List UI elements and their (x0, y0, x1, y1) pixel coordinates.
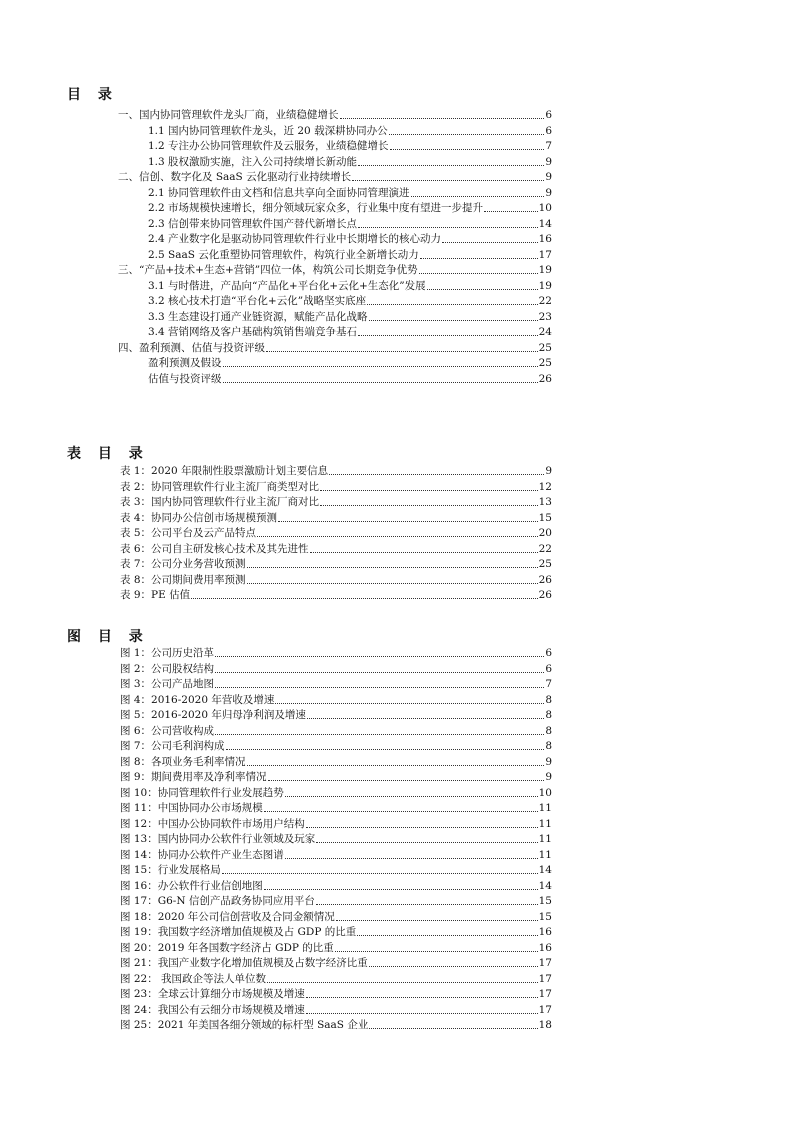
entry-label: 表 9：PE 估值 (120, 589, 191, 601)
leader-dots (307, 718, 544, 719)
entry-label: 图 19：我国数字经济增加值规模及占 GDP 的比重 (120, 926, 357, 938)
leader-dots (306, 997, 538, 998)
leader-dots (266, 351, 538, 352)
entry-label: 表 7：公司分业务营收预测 (120, 558, 246, 570)
entry-page-number: 16 (538, 926, 552, 938)
entry-label: 图 12：中国办公协同软件市场用户结构 (120, 817, 305, 830)
entry-label: 图 9：期间费用率及净利率情况 (120, 771, 267, 783)
leader-dots (223, 366, 538, 367)
leader-dots (215, 656, 544, 657)
entry-label: 2.1 协同管理软件由文档和信息共享向全面协同管理演进 (148, 186, 410, 199)
leader-dots (320, 490, 538, 491)
entry-page-number: 19 (538, 279, 552, 292)
leader-dots (215, 672, 544, 673)
figures-entry[interactable] (120, 955, 552, 970)
figures-entry[interactable] (120, 831, 552, 846)
entry-label: 图 6：公司营收构成 (120, 724, 215, 737)
figures-entry[interactable] (120, 661, 552, 676)
entry-page-number: 7 (545, 678, 552, 690)
entry-page-number: 19 (538, 264, 552, 276)
leader-dots (390, 149, 545, 150)
leader-dots (226, 749, 545, 750)
entry-page-number: 10 (538, 202, 552, 214)
entry-label: 图 24：我国公有云细分市场规模及增速 (120, 1003, 305, 1016)
leader-dots (306, 827, 538, 828)
entry-label: 3.2 核心技术打造“平台化+云化”战略坚实底座 (148, 295, 367, 307)
toc-entry[interactable] (148, 123, 552, 138)
entry-label: 表 1：2020 年限制性股票激励计划主要信息 (120, 465, 329, 477)
tables-entry[interactable] (120, 510, 552, 525)
entry-label: 图 7：公司毛利润构成 (120, 740, 225, 752)
leader-dots (285, 858, 538, 859)
entry-page-number: 8 (545, 740, 552, 752)
figures-entry[interactable] (120, 800, 552, 815)
entry-page-number: 16 (538, 233, 552, 245)
entry-page-number: 17 (538, 988, 552, 1000)
entry-label: 图 10：协同管理软件行业发展趋势 (120, 786, 284, 799)
entry-page-number: 17 (538, 972, 552, 985)
leader-dots (191, 598, 538, 599)
entry-label: 图 5：2016-2020 年归母净利润及增速 (120, 709, 306, 721)
figures-entry[interactable] (120, 816, 552, 831)
leader-dots (247, 583, 538, 584)
leader-dots (411, 196, 545, 197)
entry-label: 图 8：各项业务毛利率情况 (120, 755, 246, 768)
entry-page-number: 12 (538, 480, 552, 493)
leader-dots (336, 920, 538, 921)
entry-page-number: 7 (545, 140, 552, 152)
figures-entry[interactable] (120, 738, 552, 753)
toc-entry[interactable] (118, 262, 552, 277)
entry-page-number: 14 (538, 879, 552, 892)
leader-dots (369, 1028, 537, 1029)
entry-label: 3.4 营销网络及客户基础构筑销售端竞争基石 (148, 326, 358, 338)
entry-label: 表 4：协同办公信创市场规模预测 (120, 511, 278, 524)
tables-entry[interactable] (120, 525, 552, 540)
tables-entry[interactable] (120, 541, 552, 556)
toc-entry[interactable] (148, 200, 552, 215)
leader-dots (419, 273, 538, 274)
entry-page-number: 9 (545, 755, 552, 768)
entry-page-number: 8 (545, 724, 552, 737)
entry-label: 表 5：公司平台及云产品特点 (120, 527, 257, 539)
entry-page-number: 17 (538, 248, 552, 261)
toc-entry[interactable] (148, 138, 552, 153)
entry-page-number: 26 (538, 573, 552, 586)
entry-label: 3.3 生态建设打通产业链资源，赋能产品化战略 (148, 310, 368, 323)
entry-page-number: 25 (538, 558, 552, 570)
leader-dots (335, 951, 538, 952)
leader-dots (215, 687, 544, 688)
toc-entry[interactable] (148, 309, 552, 324)
figures-entry[interactable] (120, 1002, 552, 1017)
figures-entry[interactable] (120, 971, 552, 986)
leader-dots (420, 258, 538, 259)
figures-entry[interactable] (120, 924, 552, 939)
entry-label: 图 23：全球云计算细分市场规模及增速 (120, 988, 305, 1000)
toc-entry[interactable] (148, 154, 552, 169)
leader-dots (275, 703, 544, 704)
tables-entry[interactable] (120, 494, 552, 509)
entry-page-number: 17 (538, 1003, 552, 1016)
entry-page-number: 10 (538, 786, 552, 799)
tables-entry[interactable] (120, 587, 552, 602)
entry-label: 表 8：公司期间费用率预测 (120, 573, 246, 586)
leader-dots (223, 382, 538, 383)
tables-heading: 表 目 录 (67, 446, 149, 462)
entry-page-number: 25 (538, 341, 552, 354)
figures-entry[interactable] (120, 847, 552, 862)
figures-entry[interactable] (120, 785, 552, 800)
leader-dots (427, 289, 538, 290)
entry-label: 表 6：公司自主研发核心技术及其先进性 (120, 542, 309, 555)
entry-label: 盈利预测及假设 (148, 357, 222, 369)
leader-dots (310, 552, 538, 553)
entry-label: 图 16：办公软件行业信创地图 (120, 879, 263, 892)
tables-entry[interactable] (120, 463, 552, 478)
entry-label: 图 1：公司历史沿革 (120, 647, 215, 659)
entry-page-number: 17 (538, 957, 552, 969)
entry-label: 四、盈利预测、估值与投资评级 (118, 341, 265, 354)
entry-page-number: 26 (538, 589, 552, 601)
leader-dots (247, 567, 538, 568)
entry-page-number: 14 (538, 864, 552, 876)
entry-label: 图 4：2016-2020 年营收及增速 (120, 693, 275, 706)
figures-entry[interactable] (120, 893, 552, 908)
entry-page-number: 9 (545, 171, 552, 183)
entry-page-number: 6 (545, 647, 552, 659)
leader-dots (264, 811, 538, 812)
leader-dots (369, 966, 538, 967)
leader-dots (369, 320, 538, 321)
entry-label: 图 15：行业发展格局 (120, 864, 221, 876)
tables-entry[interactable] (120, 572, 552, 587)
leader-dots (285, 796, 538, 797)
entry-label: 图 20：2019 年各国数字经济占 GDP 的比重 (120, 941, 334, 954)
figures-entry[interactable] (120, 862, 552, 877)
figures-entry[interactable] (120, 940, 552, 955)
figures-entry[interactable] (120, 1017, 552, 1032)
entry-label: 一、国内协同管理软件龙头厂商，业绩稳健增长 (118, 109, 339, 121)
entry-page-number: 16 (538, 941, 552, 954)
tables-entry[interactable] (120, 556, 552, 571)
toc-entry[interactable] (148, 371, 552, 386)
toc-entry[interactable] (118, 169, 552, 184)
entry-label: 表 3：国内协同管理软件行业主流厂商对比 (120, 496, 320, 508)
entry-page-number: 8 (545, 693, 552, 706)
entry-label: 估值与投资评级 (148, 372, 222, 385)
leader-dots (320, 505, 538, 506)
leader-dots (316, 904, 538, 905)
entry-label: 1.2 专注办公协同管理软件及云服务，业绩稳健增长 (148, 140, 389, 152)
leader-dots (264, 889, 538, 890)
entry-label: 1.1 国内协同管理软件龙头，近 20 载深耕协同办公 (148, 124, 388, 137)
leader-dots (222, 873, 538, 874)
figures-entry[interactable] (120, 986, 552, 1001)
leader-dots (389, 134, 545, 135)
leader-dots (329, 474, 544, 475)
entry-page-number: 20 (538, 527, 552, 539)
toc-entry[interactable] (148, 185, 552, 200)
entry-label: 图 21：我国产业数字化增加值规模及占数字经济比重 (120, 957, 368, 969)
entry-page-number: 22 (538, 542, 552, 555)
leader-dots (268, 780, 545, 781)
figures-entry[interactable] (120, 645, 552, 660)
leader-dots (358, 165, 544, 166)
entry-page-number: 26 (538, 372, 552, 385)
entry-label: 3.1 与时偕进，产品向“产品化+平台化+云化+生态化”发展 (148, 279, 426, 292)
entry-page-number: 6 (545, 109, 552, 121)
entry-page-number: 11 (538, 833, 552, 845)
entry-page-number: 23 (538, 310, 552, 323)
entry-page-number: 9 (545, 771, 552, 783)
toc-entry[interactable] (148, 216, 552, 231)
entry-page-number: 6 (545, 662, 552, 675)
toc-heading: 目 录 (67, 87, 118, 103)
entry-label: 图 22： 我国政企等法人单位数 (120, 972, 267, 985)
leader-dots (358, 335, 538, 336)
entry-label: 图 25：2021 年美国各细分领域的标杆型 SaaS 企业 (120, 1019, 369, 1031)
entry-page-number: 11 (538, 802, 552, 814)
figures-entry[interactable] (120, 909, 552, 924)
figures-heading: 图 目 录 (67, 629, 149, 645)
entry-label: 图 18：2020 年公司信创营收及合同金额情况 (120, 910, 335, 923)
toc-entry[interactable] (118, 107, 552, 122)
toc-entry[interactable] (148, 278, 552, 293)
figures-entry[interactable] (120, 769, 552, 784)
entry-label: 图 13：国内协同办公软件行业领域及玩家 (120, 833, 316, 845)
entry-page-number: 9 (545, 465, 552, 477)
leader-dots (358, 227, 538, 228)
entry-page-number: 24 (538, 326, 552, 338)
leader-dots (484, 211, 538, 212)
entry-label: 图 11：中国协同办公市场规模 (120, 802, 263, 814)
figures-entry[interactable] (120, 676, 552, 691)
entry-page-number: 14 (538, 217, 552, 230)
entry-page-number: 11 (538, 848, 552, 861)
toc-entry[interactable] (118, 340, 552, 355)
entry-page-number: 15 (538, 895, 552, 907)
figures-entry[interactable] (120, 692, 552, 707)
entry-label: 2.4 产业数字化是驱动协同管理软件行业中长期增长的核心动力 (148, 233, 442, 245)
entry-page-number: 15 (538, 910, 552, 923)
entry-page-number: 13 (538, 496, 552, 508)
leader-dots (442, 242, 538, 243)
entry-label: 表 2：协同管理软件行业主流厂商类型对比 (120, 480, 320, 493)
figures-entry[interactable] (120, 878, 552, 893)
entry-label: 1.3 股权激励实施，注入公司持续增长新动能 (148, 155, 358, 168)
entry-page-number: 9 (545, 186, 552, 199)
entry-page-number: 25 (538, 357, 552, 369)
entry-label: 2.3 信创带来协同管理软件国产替代新增长点 (148, 217, 358, 230)
entry-page-number: 15 (538, 511, 552, 524)
leader-dots (357, 935, 537, 936)
entry-page-number: 18 (538, 1019, 552, 1031)
entry-page-number: 11 (538, 817, 552, 830)
leader-dots (247, 765, 545, 766)
leader-dots (215, 734, 544, 735)
entry-page-number: 8 (545, 709, 552, 721)
leader-dots (340, 118, 545, 119)
toc-entry[interactable] (148, 247, 552, 262)
leader-dots (257, 536, 538, 537)
leader-dots (267, 982, 538, 983)
entry-label: 图 2：公司股权结构 (120, 662, 215, 675)
entry-page-number: 9 (545, 155, 552, 168)
entry-label: 三、“产品+技术+生态+营销”四位一体，构筑公司长期竞争优势 (118, 264, 418, 276)
figures-entry[interactable] (120, 723, 552, 738)
entry-page-number: 22 (538, 295, 552, 307)
entry-label: 2.2 市场规模快速增长，细分领域玩家众多，行业集中度有望进一步提升 (148, 202, 484, 214)
entry-label: 2.5 SaaS 云化重塑协同管理软件，构筑行业全新增长动力 (148, 248, 419, 261)
toc-entry[interactable] (148, 231, 552, 246)
entry-label: 二、信创、数字化及 SaaS 云化驱动行业持续增长 (118, 171, 352, 183)
leader-dots (352, 180, 544, 181)
tables-entry[interactable] (120, 479, 552, 494)
figures-entry[interactable] (120, 707, 552, 722)
toc-entry[interactable] (148, 355, 552, 370)
leader-dots (367, 304, 538, 305)
leader-dots (306, 1013, 538, 1014)
entry-page-number: 6 (545, 124, 552, 137)
toc-entry[interactable] (148, 293, 552, 308)
entry-label: 图 14：协同办公软件产业生态图谱 (120, 848, 284, 861)
leader-dots (278, 521, 538, 522)
figures-entry[interactable] (120, 754, 552, 769)
leader-dots (316, 842, 537, 843)
entry-label: 图 3：公司产品地图 (120, 678, 215, 690)
entry-label: 图 17：G6-N 信创产品政务协同应用平台 (120, 895, 315, 907)
toc-entry[interactable] (148, 324, 552, 339)
